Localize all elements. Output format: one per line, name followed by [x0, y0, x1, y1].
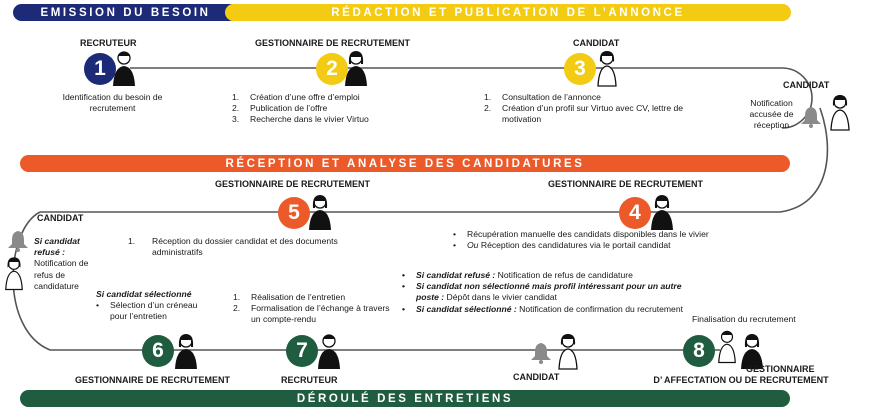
person-icon — [828, 94, 852, 130]
person-icon — [716, 329, 738, 363]
list-item: 1. Consultation de l’annonce — [484, 92, 601, 102]
notif-role: CANDIDAT — [783, 80, 830, 90]
step1-role: RECRUTEUR — [80, 38, 137, 48]
banner-emission: EMISSION DU BESOIN — [13, 4, 238, 21]
step8-role: GESTIONNAIRE D’ AFFECTATION OU DE RECRUTEMENT — [653, 364, 829, 385]
step5-badge: 5 — [278, 197, 310, 229]
list-item: 1. Réception du dossier candidat et des documents administratifs — [128, 236, 338, 258]
step1-desc: Identification du besoin de recrutement — [62, 92, 163, 114]
person-icon — [317, 333, 341, 369]
step4-role: GESTIONNAIRE DE RECRUTEMENT — [548, 179, 704, 189]
list-item: 2. Formalisation de l’échange à travers un compte-rendu — [233, 303, 390, 325]
banner-deroule: DÉROULÉ DES ENTRETIENS — [20, 390, 790, 407]
step5-role: GESTIONNAIRE DE RECRUTEMENT — [215, 179, 371, 189]
left-refus — [34, 236, 104, 292]
results-list — [402, 270, 694, 315]
list-item: 2. Publication de l’offre — [232, 103, 328, 114]
person-icon — [595, 50, 619, 86]
banner-redaction: RÉDACTION ET PUBLICATION DE L’ANNONCE — [225, 4, 791, 21]
step7-badge: 7 — [286, 335, 318, 367]
step3-badge: 3 — [564, 53, 596, 85]
bell-icon — [800, 106, 822, 128]
step8-desc: Finalisation du recrutement — [692, 314, 796, 324]
person-icon — [308, 194, 332, 230]
banner-reception: RÉCEPTION ET ANALYSE DES CANDIDATURES — [20, 155, 790, 172]
list-item: • Sélection d’un créneau pour l’entretien — [96, 300, 198, 322]
person-icon — [344, 50, 368, 86]
bell-icon — [7, 230, 29, 252]
list-item: 1. Réalisation de l’entretien — [233, 292, 346, 302]
step2-role: GESTIONNAIRE DE RECRUTEMENT — [255, 38, 411, 48]
step2-list — [232, 92, 432, 126]
left-candidat-role: CANDIDAT — [37, 213, 84, 223]
list-item: • Récupération manuelle des candidats disponibles dans le vivier — [453, 229, 709, 239]
step2-badge: 2 — [316, 53, 348, 85]
step5-list — [128, 236, 383, 258]
step8-badge: 8 — [683, 335, 715, 367]
person-icon — [650, 194, 674, 230]
step4-list — [453, 229, 783, 251]
step6-role: GESTIONNAIRE DE RECRUTEMENT — [75, 375, 231, 385]
step3-role: CANDIDAT — [573, 38, 620, 48]
step3-list — [484, 92, 699, 126]
left-selection-cond: Si candidat sélectionné — [96, 289, 192, 299]
step1-badge: 1 — [84, 53, 116, 85]
step7-list — [233, 292, 391, 326]
notif-text: Notification accusée de réception — [749, 98, 794, 131]
person-icon — [174, 333, 198, 369]
results-role: CANDIDAT — [513, 372, 560, 382]
refus-text: Notification de refus de candidature — [34, 258, 89, 291]
person-icon — [112, 50, 136, 86]
bell-icon — [530, 342, 552, 364]
step6-badge: 6 — [142, 335, 174, 367]
list-item: • Si candidat non sélectionné mais profil intéressant pour un autre poste : Dépôt dans le vivier candidat — [402, 281, 682, 303]
list-item: 2. Création d’un profil sur Virtuo avec CV, lettre de motivation — [484, 103, 684, 125]
refus-condition: Si candidat refusé : — [34, 236, 80, 258]
step4-badge: 4 — [619, 197, 651, 229]
left-selection-list — [96, 300, 216, 322]
list-item: • Si candidat refusé : Notification de refus de candidature — [402, 270, 633, 280]
list-item: 3. Recherche dans le vivier Virtuo — [232, 114, 369, 125]
person-icon — [556, 333, 580, 369]
list-item: 1. Création d’une offre d’emploi — [232, 92, 360, 102]
step7-role: RECRUTEUR — [281, 375, 338, 385]
list-item: • Ou Réception des candidatures via le portail candidat — [453, 240, 671, 251]
person-icon — [3, 256, 25, 290]
list-item: • Si candidat sélectionné : Notification de confirmation du recrutement — [402, 303, 683, 314]
